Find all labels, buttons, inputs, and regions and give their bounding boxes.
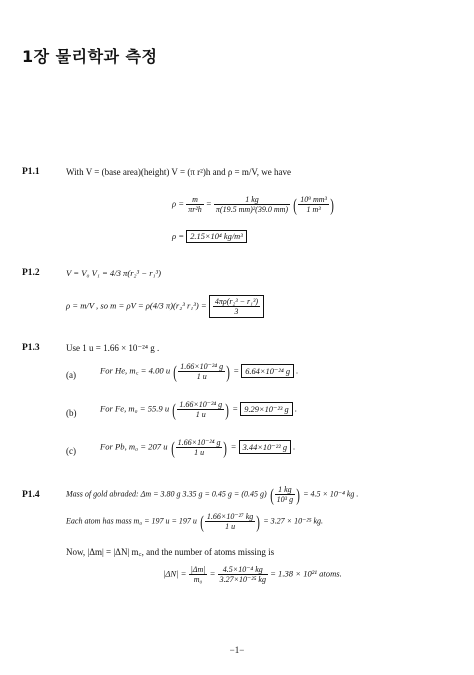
p1-1-frac1: $\frac{m}{\text{πr²h}}$ (188, 195, 202, 215)
problem-label-p1-2: P1.2 (22, 268, 40, 278)
p1-1-frac2: $\frac{1 kg}{\text{π(19.5 mm)²(39.0 mm)}}$ (215, 195, 289, 215)
p1-3-answer-a: 6.64×10⁻²⁴ g (241, 364, 294, 378)
p1-2-line1: V = V₀ V₁ = 4/3 π(r₂³ − r₁³) (66, 268, 161, 278)
p1-2-answer-box: $\frac{\text{4πρ(r₂³ − r₁³)}}{3}$ (209, 295, 264, 318)
p1-1-frac3: $\frac{\text{10⁹ mm³}}{\text{1 m³}}$ (300, 195, 327, 215)
p1-3-row-b: For Fe, m₀ = 55.9 u ( $\frac{\text{1.66×10⁻²⁴ g}}{1 u}$ ) = 9.29×10⁻²³ g . (100, 399, 297, 420)
p1-1-answer-line: ρ = 2.15×10⁴ kg/m³ (172, 230, 247, 243)
p1-3-intro: Use 1 u = 1.66 × 10⁻²⁴ g . (66, 343, 160, 353)
chapter-title: 1장 물리학과 측정 (22, 47, 158, 66)
p1-1-answer-box: 2.15×10⁴ kg/m³ (186, 230, 246, 243)
p1-1-rho: ρ = (172, 198, 185, 209)
page-number: −1− (229, 645, 245, 655)
p1-4-line1: Mass of gold abraded: Δm = 3.80 g 3.35 g = 0.45 g = (0.45 g) ( $\frac{1 kg}{\text{10³ g}}$ ) = 4.5 × 10⁻⁴ kg . (66, 484, 359, 505)
p1-3-answer-b: 9.29×10⁻²³ g (240, 402, 292, 416)
p1-3-row-a: For He, m꜀ = 4.00 u ( $\frac{\text{1.66×10⁻²⁴ g}}{1 u}$ ) = 6.64×10⁻²⁴ g . (100, 361, 299, 382)
problem-label-p1-1: P1.1 (22, 167, 40, 177)
p1-3-answer-c: 3.44×10⁻²² g (239, 440, 291, 454)
p1-1-line1: With V = (base area)(height) V = (π r²)h and ρ = m/V, we have (66, 167, 291, 177)
p1-4-line3: Now, |Δm| = |ΔN| m꜀, and the number of atoms missing is (66, 547, 275, 557)
problem-label-p1-3: P1.3 (22, 343, 40, 353)
p1-3-row-a-tag: (a) (66, 370, 76, 380)
problem-label-p1-4: P1.4 (22, 490, 40, 500)
p1-1-equation: ρ = $\frac{m}{\text{πr²h}}$ = $\frac{1 kg}{\text{π(19.5 mm)²(39.0 mm)}}$ ( $\frac{\text{10⁹ mm³}}{\text{1 m³}}$ ) (172, 194, 334, 215)
p1-4-line4: |ΔN| = $\frac{|\Delta m|}{\text{m₀}}$ = $\frac{\text{4.5×10⁻⁴ kg}}{\text{3.27×10⁻²⁵ kg}}$ = 1.38 × 10²¹ atoms. (163, 565, 342, 585)
p1-3-row-c-tag: (c) (66, 446, 76, 456)
p1-3-row-c: For Pb, m₀ = 207 u ( $\frac{\text{1.66×10⁻²⁴ g}}{1 u}$ ) = 3.44×10⁻²² g . (100, 437, 296, 458)
p1-3-row-b-tag: (b) (66, 408, 77, 418)
p1-2-line2: ρ = m/V , so m = ρV = ρ(4/3 π)(r₂³ r₁³) = $\frac{\text{4πρ(r₂³ − r₁³)}}{3}$ (66, 295, 264, 318)
p1-4-line2: Each atom has mass m₀ = 197 u = 197 u ( $\frac{\text{1.66×10⁻²⁷ kg}}{1 u}$ ) = 3.27 × 10⁻²⁵ kg. (66, 511, 324, 532)
